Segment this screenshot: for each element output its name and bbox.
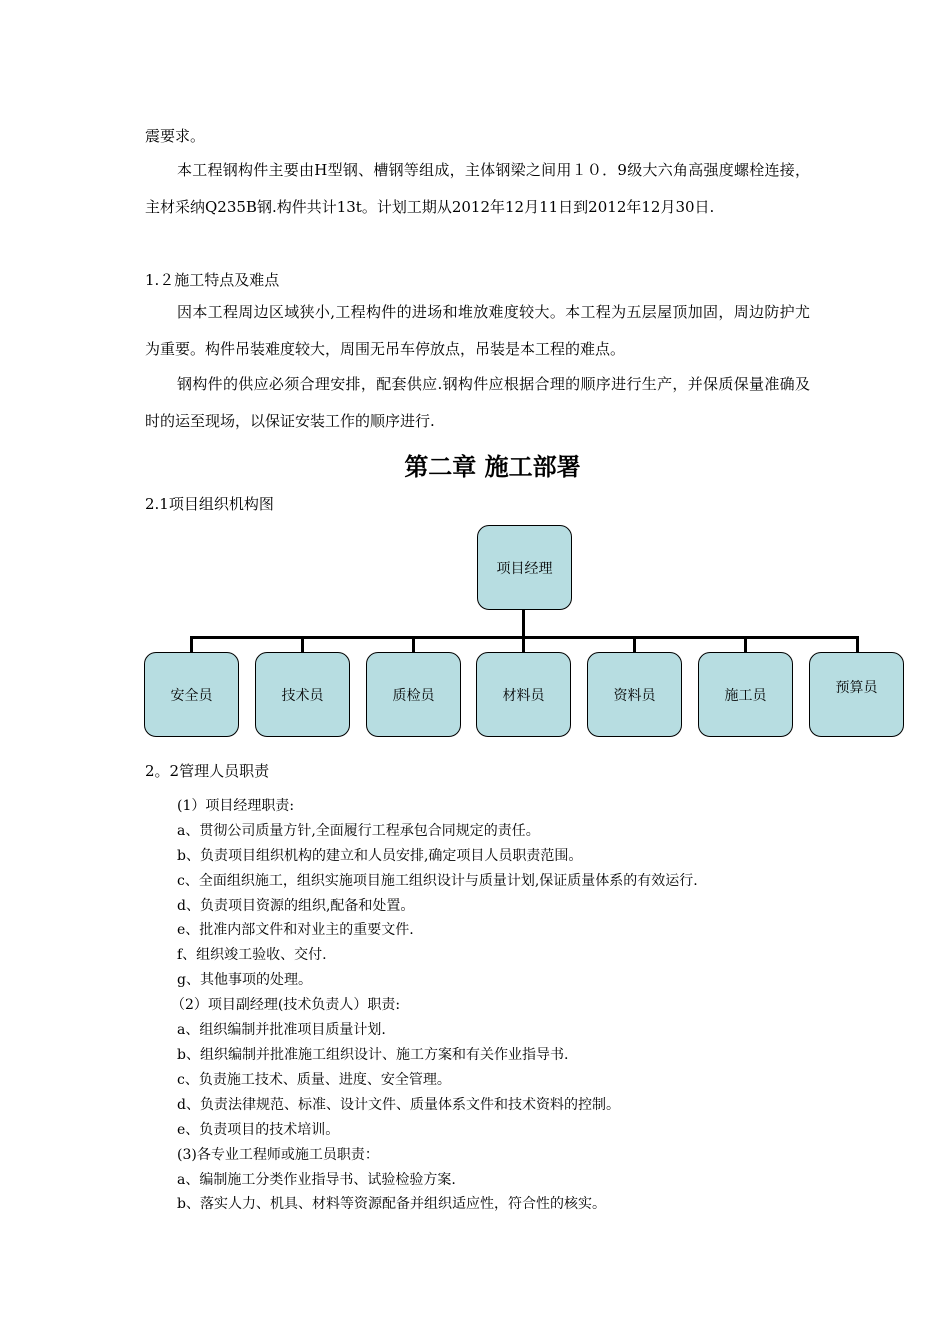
org-box-budget-officer: 预算员	[809, 652, 904, 737]
list-item: a、编制施工分类作业指导书、试验检验方案.	[177, 1172, 456, 1188]
org-box-documents-officer: 资料员	[587, 652, 682, 737]
list-item: d、负责项目资源的组织,配备和处置。	[177, 898, 415, 914]
org-connector-drop	[522, 636, 525, 653]
list-item: b、组织编制并批准施工组织设计、施工方案和有关作业指导书.	[177, 1047, 569, 1063]
list-item: d、负责法律规范、标准、设计文件、质量体系文件和技术资料的控制。	[177, 1097, 620, 1113]
org-connector-vertical	[522, 610, 525, 637]
org-connector-drop	[633, 636, 636, 653]
org-box-safety-officer: 安全员	[144, 652, 239, 737]
chapter-title: 第二章 施工部署	[404, 452, 581, 481]
org-box-construction-officer: 施工员	[698, 652, 793, 737]
org-connector-drop	[744, 636, 747, 653]
intro-paragraph-end: 震要求。	[145, 127, 206, 145]
list-item: b、落实人力、机具、材料等资源配备并组织适应性，符合性的核实。	[177, 1196, 606, 1212]
intro-paragraph-steel: 本工程钢构件主要由H型钢、槽钢等组成，主体钢梁之间用１０．9级大六角高强度螺栓连接，主材采纳Q235B钢.构件共计13t。计划工期从2012年12月11日到2012年12月30日.	[145, 161, 810, 216]
list-item: （2）项目副经理(技术负责人）职责:	[171, 997, 401, 1013]
org-box-materials-officer: 材料员	[476, 652, 571, 737]
org-connector-drop	[190, 636, 193, 653]
org-box-quality-inspector: 质检员	[366, 652, 461, 737]
list-item: (3)各专业工程师或施工员职责：	[177, 1147, 379, 1163]
org-connector-drop	[412, 636, 415, 653]
list-item: b、负责项目组织机构的建立和人员安排,确定项目人员职责范围。	[177, 848, 583, 864]
intro-paragraph-difficulty: 因本工程周边区域狭小,工程构件的进场和堆放难度较大。本工程为五层屋顶加固，周边防护尤为重要。构件吊装难度较大，周围无吊车停放点，吊装是本工程的难点。	[145, 303, 810, 358]
org-connector-drop	[856, 636, 859, 653]
list-item: a、组织编制并批准项目质量计划.	[177, 1022, 386, 1038]
list-item: g、其他事项的处理。	[177, 972, 312, 988]
org-box-project-manager: 项目经理	[477, 525, 572, 610]
list-item: (1）项目经理职责:	[177, 798, 295, 814]
list-item: c、负责施工技术、质量、进度、安全管理。	[177, 1072, 451, 1088]
list-item: e、批准内部文件和对业主的重要文件.	[177, 922, 414, 938]
org-connector-drop	[301, 636, 304, 653]
section-heading-duties: 2。2管理人员职责	[145, 762, 270, 780]
section-heading-features: 1.２施工特点及难点	[145, 271, 280, 289]
intro-paragraph-supply: 钢构件的供应必须合理安排，配套供应.钢构件应根据合理的顺序进行生产，并保质保量准确及时的运至现场，以保证安装工作的顺序进行.	[145, 375, 810, 430]
org-chart-heading: 2.1项目组织机构图	[145, 495, 274, 513]
list-item: e、负责项目的技术培训。	[177, 1122, 340, 1138]
list-item: c、全面组织施工，组织实施项目施工组织设计与质量计划,保证质量体系的有效运行.	[177, 873, 698, 889]
list-item: a、贯彻公司质量方针,全面履行工程承包合同规定的责任。	[177, 823, 540, 839]
org-box-technician: 技术员	[255, 652, 350, 737]
list-item: f、组织竣工验收、交付.	[177, 947, 327, 963]
